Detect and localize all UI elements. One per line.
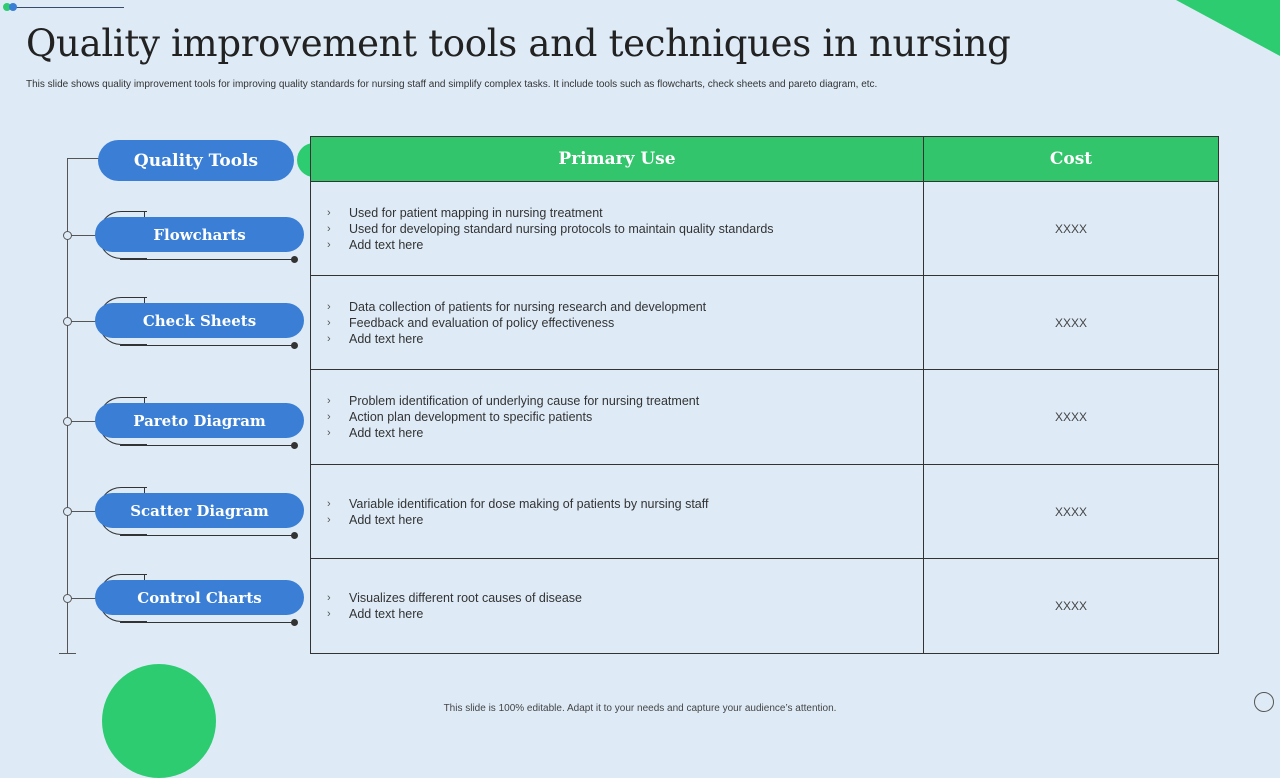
tree-node-circle: [63, 507, 72, 516]
bullet-chevron-icon: ›: [327, 333, 331, 345]
bullet-text: Problem identification of underlying cause for nursing treatment: [349, 394, 700, 408]
bullet-text: Add text here: [349, 332, 424, 346]
bottom-circle-decor: [102, 664, 216, 778]
tool-bracket-dot: [291, 256, 298, 263]
bullet-text: Visualizes different root causes of disease: [349, 591, 583, 605]
bullet-item: [327, 299, 907, 315]
bullet-text: Used for developing standard nursing protocols to maintain quality standards: [349, 222, 774, 236]
tree-top-connector: [67, 158, 101, 159]
corner-triangle-decor: [1176, 0, 1280, 56]
bullet-chevron-icon: ›: [327, 207, 331, 219]
cost-cell: XXXX: [1054, 505, 1087, 519]
primary-use-cell: [327, 465, 907, 559]
primary-use-cell: [327, 276, 907, 370]
bullet-text: Data collection of patients for nursing research and development: [349, 300, 707, 314]
top-decor-line: [8, 7, 124, 8]
tool-pill-pareto-diagram: Pareto Diagram: [95, 403, 304, 438]
page-title: Quality improvement tools and techniques in nursing: [26, 22, 1011, 65]
bullet-chevron-icon: ›: [327, 317, 331, 329]
tool-pill-check-sheets: Check Sheets: [95, 303, 304, 338]
tree-base-line: [59, 653, 76, 654]
bullet-text: Add text here: [349, 607, 424, 621]
bullet-item: [327, 409, 907, 425]
bullet-item: [327, 315, 907, 331]
cost-cell: XXXX: [1054, 599, 1087, 613]
bullet-text: Add text here: [349, 513, 424, 527]
bullet-text: Add text here: [349, 426, 424, 440]
tool-bracket-dot: [291, 342, 298, 349]
bullet-chevron-icon: ›: [327, 514, 331, 526]
bullet-item: [327, 205, 907, 221]
tool-bracket-line: [120, 622, 294, 623]
tree-node-circle: [63, 317, 72, 326]
bullet-item: [327, 512, 907, 528]
primary-use-cell: [327, 370, 907, 464]
cost-cell: XXXX: [1054, 316, 1087, 330]
tool-pill-scatter-diagram: Scatter Diagram: [95, 493, 304, 528]
tool-bracket-line: [120, 259, 294, 260]
bullet-chevron-icon: ›: [327, 411, 331, 423]
top-decor-dot-blue: [9, 3, 17, 11]
tool-bracket-dot: [291, 619, 298, 626]
bullet-item: [327, 221, 907, 237]
bullet-item: [327, 425, 907, 441]
page-subtitle: This slide shows quality improvement tools for improving quality standards for nursing staff and simplify complex tasks. It include tools such as flowcharts, check sheets and pareto diagram, etc.: [26, 79, 878, 90]
cost-header: Cost: [924, 137, 1218, 182]
bullet-item: [327, 237, 907, 253]
bullet-chevron-icon: ›: [327, 239, 331, 251]
tool-bracket-line: [120, 345, 294, 346]
bullet-text: Add text here: [349, 238, 424, 252]
tree-node-circle: [63, 594, 72, 603]
primary-use-cell: [327, 559, 907, 653]
bullet-chevron-icon: ›: [327, 427, 331, 439]
quality-tools-header: Quality Tools: [98, 140, 294, 181]
bullet-item: [327, 496, 907, 512]
bullet-text: Used for patient mapping in nursing treatment: [349, 206, 603, 220]
tool-pill-control-charts: Control Charts: [95, 580, 304, 615]
cost-cell: XXXX: [1054, 410, 1087, 424]
tools-table: [310, 136, 1219, 654]
bullet-chevron-icon: ›: [327, 498, 331, 510]
bullet-item: [327, 331, 907, 347]
primary-use-header: Primary Use: [311, 137, 923, 182]
bullet-item: [327, 590, 907, 606]
cost-cell: XXXX: [1054, 222, 1087, 236]
tool-pill-flowcharts: Flowcharts: [95, 217, 304, 252]
bullet-text: Variable identification for dose making of patients by nursing staff: [349, 497, 709, 511]
bullet-chevron-icon: ›: [327, 395, 331, 407]
footer-note: This slide is 100% editable. Adapt it to your needs and capture your audience’s attention.: [443, 703, 837, 714]
bullet-chevron-icon: ›: [327, 223, 331, 235]
tree-node-circle: [63, 417, 72, 426]
bullet-item: [327, 393, 907, 409]
bullet-item: [327, 606, 907, 622]
tool-bracket-dot: [291, 532, 298, 539]
bullet-chevron-icon: ›: [327, 301, 331, 313]
bullet-chevron-icon: ›: [327, 608, 331, 620]
tree-node-circle: [63, 231, 72, 240]
bullet-chevron-icon: ›: [327, 592, 331, 604]
tool-bracket-line: [120, 445, 294, 446]
bullet-text: Feedback and evaluation of policy effectiveness: [349, 316, 615, 330]
tool-bracket-line: [120, 535, 294, 536]
bullet-text: Action plan development to specific patients: [349, 410, 593, 424]
primary-use-cell: [327, 182, 907, 276]
tool-bracket-dot: [291, 442, 298, 449]
